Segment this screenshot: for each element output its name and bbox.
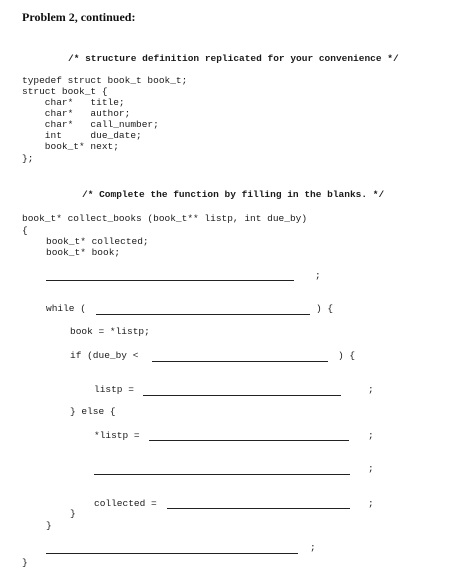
blank-while-condition[interactable] bbox=[96, 314, 310, 315]
blank-line-1[interactable] bbox=[46, 280, 294, 281]
instructions-comment: /* Complete the function by filling in the blanks. */ bbox=[82, 189, 385, 200]
deref-listp-assignment: *listp = bbox=[94, 430, 140, 441]
while-keyword: while ( bbox=[46, 303, 86, 314]
listp-assignment: listp = bbox=[94, 384, 134, 395]
struct-line-4: char* author; bbox=[22, 108, 131, 119]
semicolon-2: ; bbox=[368, 384, 374, 395]
declaration-collected: book_t* collected; bbox=[46, 236, 149, 247]
struct-line-8: }; bbox=[22, 153, 34, 164]
blank-return-line[interactable] bbox=[46, 553, 298, 554]
if-keyword: if (due_by < bbox=[70, 350, 139, 361]
struct-line-7: book_t* next; bbox=[22, 141, 119, 152]
struct-line-1: typedef struct book_t book_t; bbox=[22, 75, 188, 86]
problem-heading: Problem 2, continued: bbox=[22, 10, 136, 24]
struct-line-5: char* call_number; bbox=[22, 119, 159, 130]
else-keyword: } else { bbox=[70, 406, 116, 417]
semicolon-6: ; bbox=[310, 542, 316, 553]
struct-line-2: struct book_t { bbox=[22, 86, 108, 97]
if-else-close-brace: } bbox=[70, 508, 76, 519]
declaration-book: book_t* book; bbox=[46, 247, 121, 258]
semicolon-4: ; bbox=[368, 463, 374, 474]
semicolon-1: ; bbox=[315, 270, 321, 281]
blank-listp-value[interactable] bbox=[143, 395, 341, 396]
while-close: ) { bbox=[316, 303, 334, 314]
function-open-brace: { bbox=[22, 225, 28, 236]
blank-statement-line[interactable] bbox=[94, 474, 350, 475]
blank-if-condition[interactable] bbox=[152, 361, 328, 362]
function-close-brace: } bbox=[22, 557, 28, 568]
struct-comment: /* structure definition replicated for your convenience */ bbox=[68, 53, 399, 64]
blank-collected-value[interactable] bbox=[167, 508, 350, 509]
if-close: ) { bbox=[338, 350, 356, 361]
collected-assignment: collected = bbox=[94, 498, 157, 509]
struct-line-3: char* title; bbox=[22, 97, 125, 108]
while-close-brace: } bbox=[46, 520, 52, 531]
semicolon-5: ; bbox=[368, 498, 374, 509]
book-assignment: book = *listp; bbox=[70, 326, 150, 337]
struct-line-6: int due_date; bbox=[22, 130, 142, 141]
blank-deref-listp-value[interactable] bbox=[149, 440, 349, 441]
function-signature: book_t* collect_books (book_t** listp, int due_by) bbox=[22, 213, 308, 224]
semicolon-3: ; bbox=[368, 430, 374, 441]
